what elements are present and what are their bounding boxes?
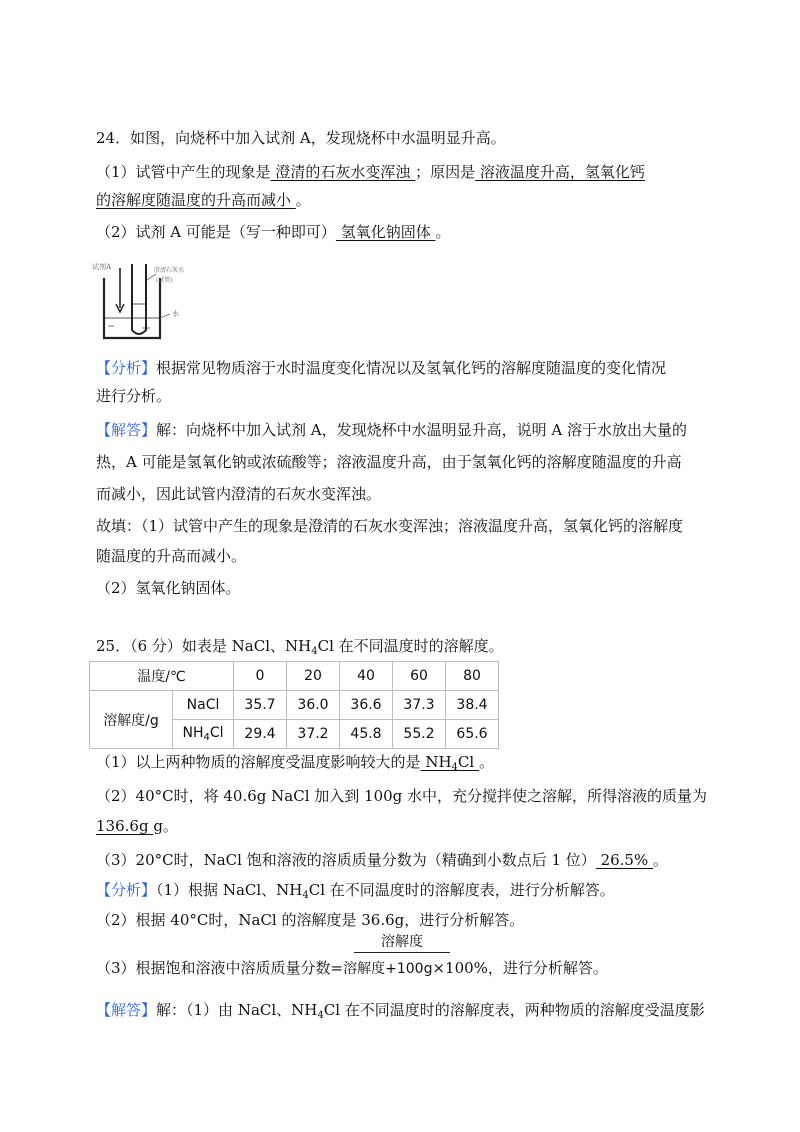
q24-part1-line1 [96, 162, 645, 182]
table-row [90, 662, 499, 691]
nacl-value: 36.6 [340, 691, 393, 720]
q25-analysis-line2: （2）根据 40°C时，NaCl 的溶解度是 36.6g，进行分析解答。 [96, 911, 525, 929]
diagram-label-water: 水 [172, 310, 179, 318]
nh4cl-value: 29.4 [234, 720, 287, 749]
q25-part2-line2 [96, 816, 178, 836]
q24-part2-answer: 氢氧化钠固体 [335, 223, 436, 241]
q24-part1-end: 。 [295, 191, 311, 209]
beaker-test-tube-diagram [92, 260, 202, 340]
nh4cl-value: 65.6 [446, 720, 499, 749]
q24-part1-answer2b: 的溶解度随温度的升高而减小 [96, 191, 296, 209]
q25-title-part-a: 25．（6 分）如表是 NaCl、NH [96, 637, 312, 655]
temp-cell: 40 [340, 662, 393, 691]
table-row [90, 691, 499, 720]
q24-analysis-line2: 进行分析。 [96, 387, 172, 405]
q24-answer-line1 [96, 420, 687, 440]
q24-part2-end: 。 [435, 223, 451, 241]
diagram-label-tube: (试管) [156, 277, 173, 284]
q25-part2-line1: （2）40°C时，将 40.6g NaCl 加入到 100g 水中，充分搅拌使之溶解，所得溶液的质量为 [96, 787, 708, 805]
solubility-table [89, 661, 499, 749]
nacl-label: NaCl [173, 691, 234, 720]
q24-answer-line3: 而减小，因此试管内澄清的石灰水变浑浊。 [96, 485, 382, 503]
q25-analysis-1b: Cl 在不同温度时的溶解度表，进行分析解答。 [308, 881, 615, 899]
q25-part1-end: 。 [478, 753, 494, 771]
q25-part2-answer: 136.6g [96, 817, 154, 835]
q25-part1-answer-a: NH [420, 753, 452, 771]
temp-cell: 60 [393, 662, 446, 691]
q24-part2-prefix: （2）试剂 A 可能是（写一种即可） [96, 223, 336, 241]
temp-cell: 0 [234, 662, 287, 691]
diagram-label-limewater: 澄清石灰水 [154, 267, 185, 274]
q24-part2 [96, 222, 450, 242]
q24-title: 24．如图，向烧杯中加入试剂 A，发现烧杯中水温明显升高。 [96, 129, 506, 147]
q25-analysis-line3 [96, 958, 608, 979]
q25-part3 [96, 850, 668, 870]
q25-title-subscript: 4 [311, 646, 318, 657]
q25-analysis-3a: （3）根据饱和溶液中溶质质量分数= [96, 959, 344, 977]
q25-analysis-3b: ×100%，进行分析解答。 [432, 959, 608, 977]
q25-title-part-b: Cl 在不同温度时的溶解度。 [317, 637, 504, 655]
nh4cl-label-b: Cl [209, 725, 224, 741]
nh4cl-value: 37.2 [287, 720, 340, 749]
q25-analysis-1a: （1）根据 NaCl、NH [156, 881, 303, 899]
q25-part1-answer-sub: 4 [451, 762, 458, 773]
q25-part2-end: g。 [153, 817, 178, 835]
q24-part1-answer1: 澄清的石灰水变浑浊 [270, 163, 416, 181]
temperature-header: 温度/℃ [90, 662, 234, 691]
q24-analysis-tag: 【分析】 [96, 359, 157, 377]
nacl-value: 36.0 [287, 691, 340, 720]
formula-denominator: 溶解度+100g [343, 961, 433, 977]
nh4cl-value: 55.2 [393, 720, 446, 749]
nh4cl-label [173, 720, 234, 749]
q24-answer-line4: 故填：（1）试管中产生的现象是澄清的石灰水变浑浊；溶液温度升高，氢氧化钙的溶解度 [96, 517, 684, 535]
q24-part1-line2 [96, 190, 311, 210]
q25-analysis-line1 [96, 880, 615, 906]
q25-analysis-tag: 【分析】 [96, 881, 157, 899]
nh4cl-label-a: NH [182, 725, 204, 741]
q25-part3-end: 。 [653, 851, 669, 869]
q24-analysis-text1: 根据常见物质溶于水时温度变化情况以及氢氧化钙的溶解度随温度的变化情况 [156, 359, 667, 377]
q24-answer-line5: 随温度的升高而减小。 [96, 547, 247, 565]
q25-answer-1a: 解：（1）由 NaCl、NH [156, 1001, 318, 1019]
q25-answer-1b: Cl 在不同温度时的溶解度表，两种物质的溶解度受温度影 [323, 1001, 705, 1019]
q25-part1-answer [421, 753, 479, 771]
q25-answer-1sub: 4 [317, 1010, 324, 1021]
q25-part1 [96, 752, 494, 778]
temp-cell: 80 [446, 662, 499, 691]
nh4cl-label-sub: 4 [203, 732, 210, 743]
q24-part1-mid: ；原因是 [415, 163, 476, 181]
diagram-label-reagent: 试剂A [92, 263, 112, 271]
q24-answer-text1: 解：向烧杯中加入试剂 A，发现烧杯中水温明显升高，说明 A 溶于水放出大量的 [156, 421, 687, 439]
q24-answer-line2: 热，A 可能是氢氧化钠或浓硫酸等；溶液温度升高，由于氢氧化钙的溶解度随温度的升高 [96, 453, 682, 471]
q25-answer-line1 [96, 1000, 705, 1026]
q25-answer-tag: 【解答】 [96, 1001, 157, 1019]
q24-answer-tag: 【解答】 [96, 421, 157, 439]
nacl-value: 38.4 [446, 691, 499, 720]
q25-part1-prefix: （1）以上两种物质的溶解度受温度影响较大的是 [96, 753, 421, 771]
temp-cell: 20 [287, 662, 340, 691]
nh4cl-value: 45.8 [340, 720, 393, 749]
solubility-label: 溶解度/g [90, 691, 173, 749]
q24-analysis-line1 [96, 358, 666, 378]
formula-numerator: 溶解度 [354, 932, 450, 953]
q25-part3-prefix: （3）20°C时，NaCl 饱和溶液的溶质质量分数为（精确到小数点后 1 位） [96, 851, 596, 869]
q24-answer-line6: （2）氢氧化钠固体。 [96, 579, 241, 597]
q25-part3-answer: 26.5% [595, 851, 653, 869]
q25-analysis-1sub: 4 [302, 890, 309, 901]
q24-part1-answer2a: 溶液温度升高，氢氧化钙 [475, 163, 645, 181]
nacl-value: 37.3 [393, 691, 446, 720]
q24-part1-prefix: （1）试管中产生的现象是 [96, 163, 271, 181]
q25-part1-answer-b: Cl [457, 753, 479, 771]
nacl-value: 35.7 [234, 691, 287, 720]
q25-title [96, 636, 504, 662]
